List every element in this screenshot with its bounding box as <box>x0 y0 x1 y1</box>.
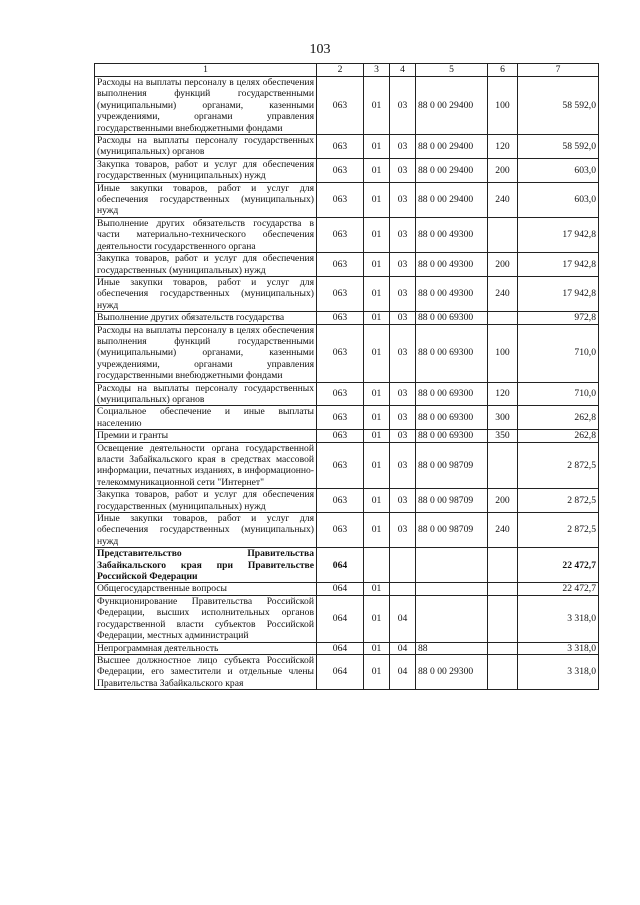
row-target-code: 88 0 00 69300 <box>416 406 488 430</box>
row-description: Расходы на выплаты персоналу государственных (муниципальных) органов <box>95 135 317 159</box>
row-admin-code: 064 <box>317 595 364 642</box>
row-subsection-code: 03 <box>390 158 416 182</box>
row-description: Непрограммная деятельность <box>95 642 317 654</box>
table-row <box>95 135 599 159</box>
row-admin-code: 063 <box>317 406 364 430</box>
row-subsection-code: 03 <box>390 182 416 217</box>
table-row <box>95 406 599 430</box>
row-expense-kind <box>488 312 518 324</box>
row-target-code: 88 0 00 29400 <box>416 182 488 217</box>
row-amount: 262,8 <box>518 430 599 442</box>
row-expense-kind: 120 <box>488 382 518 406</box>
row-section-code: 01 <box>364 642 390 654</box>
row-target-code: 88 0 00 29300 <box>416 654 488 689</box>
row-admin-code: 063 <box>317 253 364 277</box>
row-admin-code: 064 <box>317 654 364 689</box>
row-admin-code: 063 <box>317 312 364 324</box>
row-target-code <box>416 595 488 642</box>
table-row <box>95 276 599 311</box>
row-amount: 262,8 <box>518 406 599 430</box>
row-target-code: 88 0 00 49300 <box>416 276 488 311</box>
row-admin-code: 063 <box>317 324 364 382</box>
row-expense-kind <box>488 642 518 654</box>
table-row <box>95 430 599 442</box>
row-admin-code: 063 <box>317 182 364 217</box>
row-description: Освещение деятельности органа государственной власти Забайкальского края в средствах массовой информации, печатных изданиях, в информационно-телекоммуникационной сети "Интернет" <box>95 442 317 489</box>
row-amount: 972,8 <box>518 312 599 324</box>
row-admin-code: 063 <box>317 135 364 159</box>
row-description: Высшее должностное лицо субъекта Российской Федерации, его заместители и отдельные члены Правительства Забайкальского края <box>95 654 317 689</box>
row-amount: 3 318,0 <box>518 595 599 642</box>
row-expense-kind <box>488 654 518 689</box>
row-expense-kind: 240 <box>488 182 518 217</box>
row-description: Иные закупки товаров, работ и услуг для обеспечения государственных (муниципальных) нужд <box>95 276 317 311</box>
row-amount: 710,0 <box>518 382 599 406</box>
row-subsection-code: 04 <box>390 654 416 689</box>
row-target-code: 88 0 00 98709 <box>416 513 488 548</box>
page-number: 103 <box>309 42 331 57</box>
row-amount: 603,0 <box>518 158 599 182</box>
row-section-code: 01 <box>364 406 390 430</box>
row-admin-code: 063 <box>317 382 364 406</box>
row-admin-code: 063 <box>317 489 364 513</box>
row-admin-code: 063 <box>317 276 364 311</box>
row-expense-kind <box>488 217 518 252</box>
row-amount: 58 592,0 <box>518 135 599 159</box>
row-target-code: 88 0 00 69300 <box>416 382 488 406</box>
row-section-code: 01 <box>364 324 390 382</box>
row-section-code: 01 <box>364 312 390 324</box>
row-admin-code: 063 <box>317 217 364 252</box>
row-section-code: 01 <box>364 595 390 642</box>
row-amount: 3 318,0 <box>518 654 599 689</box>
row-description: Расходы на выплаты персоналу государственных (муниципальных) органов <box>95 382 317 406</box>
header-cell: 3 <box>364 64 390 77</box>
row-description: Закупка товаров, работ и услуг для обеспечения государственных (муниципальных) нужд <box>95 489 317 513</box>
row-target-code: 88 0 00 49300 <box>416 217 488 252</box>
header-cell: 4 <box>390 64 416 77</box>
row-description: Расходы на выплаты персоналу в целях обеспечения выполнения функций государственными (муниципальными) органами, казенными учреждениями, органами управления государственными внебюджетными фондами <box>95 77 317 135</box>
row-target-code: 88 0 00 69300 <box>416 312 488 324</box>
row-target-code: 88 0 00 69300 <box>416 324 488 382</box>
header-cell: 5 <box>416 64 488 77</box>
row-expense-kind <box>488 442 518 489</box>
row-amount: 2 872,5 <box>518 442 599 489</box>
row-amount: 2 872,5 <box>518 513 599 548</box>
row-description: Иные закупки товаров, работ и услуг для обеспечения государственных (муниципальных) нужд <box>95 182 317 217</box>
row-description: Социальное обеспечение и иные выплаты населению <box>95 406 317 430</box>
row-target-code: 88 0 00 29400 <box>416 77 488 135</box>
row-amount: 17 942,8 <box>518 253 599 277</box>
row-subsection-code: 03 <box>390 430 416 442</box>
row-admin-code: 063 <box>317 442 364 489</box>
row-expense-kind <box>488 595 518 642</box>
table-row <box>95 382 599 406</box>
row-expense-kind: 240 <box>488 513 518 548</box>
row-section-code: 01 <box>364 253 390 277</box>
table-row <box>95 324 599 382</box>
row-subsection-code: 03 <box>390 324 416 382</box>
row-section-code: 01 <box>364 182 390 217</box>
table-row <box>95 513 599 548</box>
row-description: Выполнение других обязательств государства в части материально-технического обеспечения деятельности государственного органа <box>95 217 317 252</box>
row-target-code: 88 0 00 69300 <box>416 430 488 442</box>
row-expense-kind: 200 <box>488 253 518 277</box>
row-expense-kind: 350 <box>488 430 518 442</box>
row-admin-code: 063 <box>317 513 364 548</box>
row-description: Выполнение других обязательств государства <box>95 312 317 324</box>
row-admin-code: 064 <box>317 642 364 654</box>
table-row <box>95 312 599 324</box>
table-row <box>95 217 599 252</box>
table-header-row <box>95 64 599 77</box>
row-target-code <box>416 583 488 595</box>
row-expense-kind <box>488 548 518 583</box>
row-admin-code: 064 <box>317 548 364 583</box>
row-subsection-code: 03 <box>390 382 416 406</box>
row-description: Закупка товаров, работ и услуг для обеспечения государственных (муниципальных) нужд <box>95 158 317 182</box>
row-subsection-code: 04 <box>390 595 416 642</box>
row-section-code: 01 <box>364 430 390 442</box>
row-description: Расходы на выплаты персоналу в целях обеспечения выполнения функций государственными (муниципальными) органами, казенными учреждениями, органами управления государственными внебюджетными фондами <box>95 324 317 382</box>
table-row <box>95 158 599 182</box>
row-target-code: 88 0 00 29400 <box>416 135 488 159</box>
row-section-code: 01 <box>364 382 390 406</box>
row-amount: 22 472,7 <box>518 548 599 583</box>
row-description: Функционирование Правительства Российской Федерации, высших исполнительных органов государственной власти субъектов Российской Федерации, местных администраций <box>95 595 317 642</box>
table-row <box>95 583 599 595</box>
row-target-code: 88 0 00 98709 <box>416 489 488 513</box>
row-expense-kind: 240 <box>488 276 518 311</box>
table-row <box>95 442 599 489</box>
row-section-code: 01 <box>364 135 390 159</box>
row-section-code: 01 <box>364 217 390 252</box>
row-expense-kind <box>488 583 518 595</box>
row-subsection-code: 03 <box>390 489 416 513</box>
row-target-code <box>416 548 488 583</box>
row-subsection-code: 04 <box>390 642 416 654</box>
row-section-code: 01 <box>364 77 390 135</box>
row-subsection-code: 03 <box>390 135 416 159</box>
row-subsection-code: 03 <box>390 276 416 311</box>
row-section-code: 01 <box>364 489 390 513</box>
table-row <box>95 182 599 217</box>
row-section-code: 01 <box>364 654 390 689</box>
table-row <box>95 489 599 513</box>
row-section-code: 01 <box>364 442 390 489</box>
row-target-code: 88 0 00 29400 <box>416 158 488 182</box>
row-admin-code: 063 <box>317 430 364 442</box>
row-expense-kind: 200 <box>488 489 518 513</box>
table-row <box>95 654 599 689</box>
row-subsection-code: 03 <box>390 442 416 489</box>
row-target-code: 88 0 00 98709 <box>416 442 488 489</box>
row-amount: 17 942,8 <box>518 276 599 311</box>
row-admin-code: 064 <box>317 583 364 595</box>
header-cell: 6 <box>488 64 518 77</box>
row-amount: 603,0 <box>518 182 599 217</box>
row-section-code: 01 <box>364 276 390 311</box>
row-target-code: 88 <box>416 642 488 654</box>
header-cell: 1 <box>95 64 317 77</box>
table-row <box>95 642 599 654</box>
table-row <box>95 253 599 277</box>
row-subsection-code: 03 <box>390 312 416 324</box>
table-row <box>95 595 599 642</box>
row-section-code: 01 <box>364 583 390 595</box>
row-description: Закупка товаров, работ и услуг для обеспечения государственных (муниципальных) нужд <box>95 253 317 277</box>
row-amount: 22 472,7 <box>518 583 599 595</box>
row-amount: 2 872,5 <box>518 489 599 513</box>
row-description: Представительство Правительства Забайкальского края при Правительстве Российской Федерации <box>95 548 317 583</box>
row-amount: 17 942,8 <box>518 217 599 252</box>
row-description: Премии и гранты <box>95 430 317 442</box>
row-expense-kind: 100 <box>488 77 518 135</box>
row-subsection-code: 03 <box>390 406 416 430</box>
header-cell: 7 <box>518 64 599 77</box>
row-subsection-code: 03 <box>390 513 416 548</box>
row-expense-kind: 120 <box>488 135 518 159</box>
budget-table <box>94 63 599 690</box>
table-row <box>95 548 599 583</box>
row-expense-kind: 200 <box>488 158 518 182</box>
row-subsection-code: 03 <box>390 217 416 252</box>
row-amount: 710,0 <box>518 324 599 382</box>
row-subsection-code: 03 <box>390 77 416 135</box>
row-section-code: 01 <box>364 158 390 182</box>
row-admin-code: 063 <box>317 77 364 135</box>
row-subsection-code: 03 <box>390 253 416 277</box>
row-expense-kind: 100 <box>488 324 518 382</box>
row-target-code: 88 0 00 49300 <box>416 253 488 277</box>
header-cell: 2 <box>317 64 364 77</box>
row-subsection-code <box>390 583 416 595</box>
row-description: Иные закупки товаров, работ и услуг для обеспечения государственных (муниципальных) нужд <box>95 513 317 548</box>
row-section-code <box>364 548 390 583</box>
row-section-code: 01 <box>364 513 390 548</box>
row-amount: 58 592,0 <box>518 77 599 135</box>
row-admin-code: 063 <box>317 158 364 182</box>
row-amount: 3 318,0 <box>518 642 599 654</box>
row-subsection-code <box>390 548 416 583</box>
row-expense-kind: 300 <box>488 406 518 430</box>
row-description: Общегосударственные вопросы <box>95 583 317 595</box>
table-row <box>95 77 599 135</box>
